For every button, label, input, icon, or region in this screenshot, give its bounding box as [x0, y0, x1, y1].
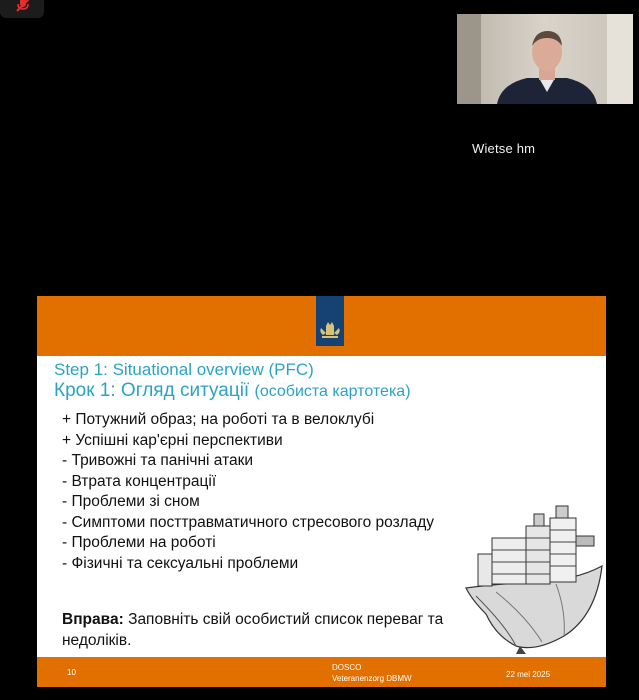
- footer-org-line: Veteranenzorg DBMW: [332, 674, 412, 683]
- bullet-item: - Фізичні та сексуальні проблеми: [62, 554, 299, 572]
- government-emblem: [316, 296, 344, 346]
- slide-header-bar: [37, 296, 606, 356]
- footer-org-line: DOSCO: [332, 663, 362, 672]
- slide-title-note: (особиста картотека): [254, 383, 411, 400]
- mic-status-indicator[interactable]: [0, 0, 44, 18]
- bullet-item: - Втрата концентрації: [62, 472, 217, 490]
- participant-video-frame: [457, 14, 633, 104]
- mic-muted-icon: [14, 0, 32, 14]
- bullet-list: [62, 410, 482, 574]
- slide-footer-date: 22 mei 2025: [506, 670, 551, 679]
- shared-slide: [37, 296, 606, 687]
- slide-footer-bar: [37, 657, 606, 687]
- exercise-text: [62, 609, 482, 651]
- slide-title-main: Крок 1: Огляд ситуації: [54, 380, 250, 401]
- slide-title-english: Step 1: Situational overview (PFC): [54, 360, 314, 379]
- coat-of-arms-icon: [319, 321, 341, 339]
- slide-page-number: 10: [67, 668, 76, 677]
- exercise-body: Заповніть свій особистий список переваг та недоліків.: [62, 611, 444, 649]
- bullet-item: - Проблеми зі сном: [62, 493, 200, 510]
- bullet-item: + Потужний образ; на роботі та в велоклубі: [62, 411, 375, 428]
- bullet-item: - Проблеми на роботі: [62, 534, 216, 551]
- bullet-item: + Успішні кар'єрні перспективи: [62, 431, 283, 449]
- participant-name: Wietse hm: [472, 141, 536, 156]
- slide-footer-organization: [332, 662, 412, 684]
- bullet-item: - Тривожні та панічні атаки: [62, 452, 254, 469]
- participant-video-tile[interactable]: [457, 14, 633, 104]
- bullet-item: - Симптоми посттравматичного стресового розладу: [62, 513, 434, 531]
- exercise-label: Вправа:: [62, 611, 124, 628]
- slide-title-ukrainian: [54, 380, 411, 402]
- filing-cabinet-ship-illustration: [456, 496, 606, 656]
